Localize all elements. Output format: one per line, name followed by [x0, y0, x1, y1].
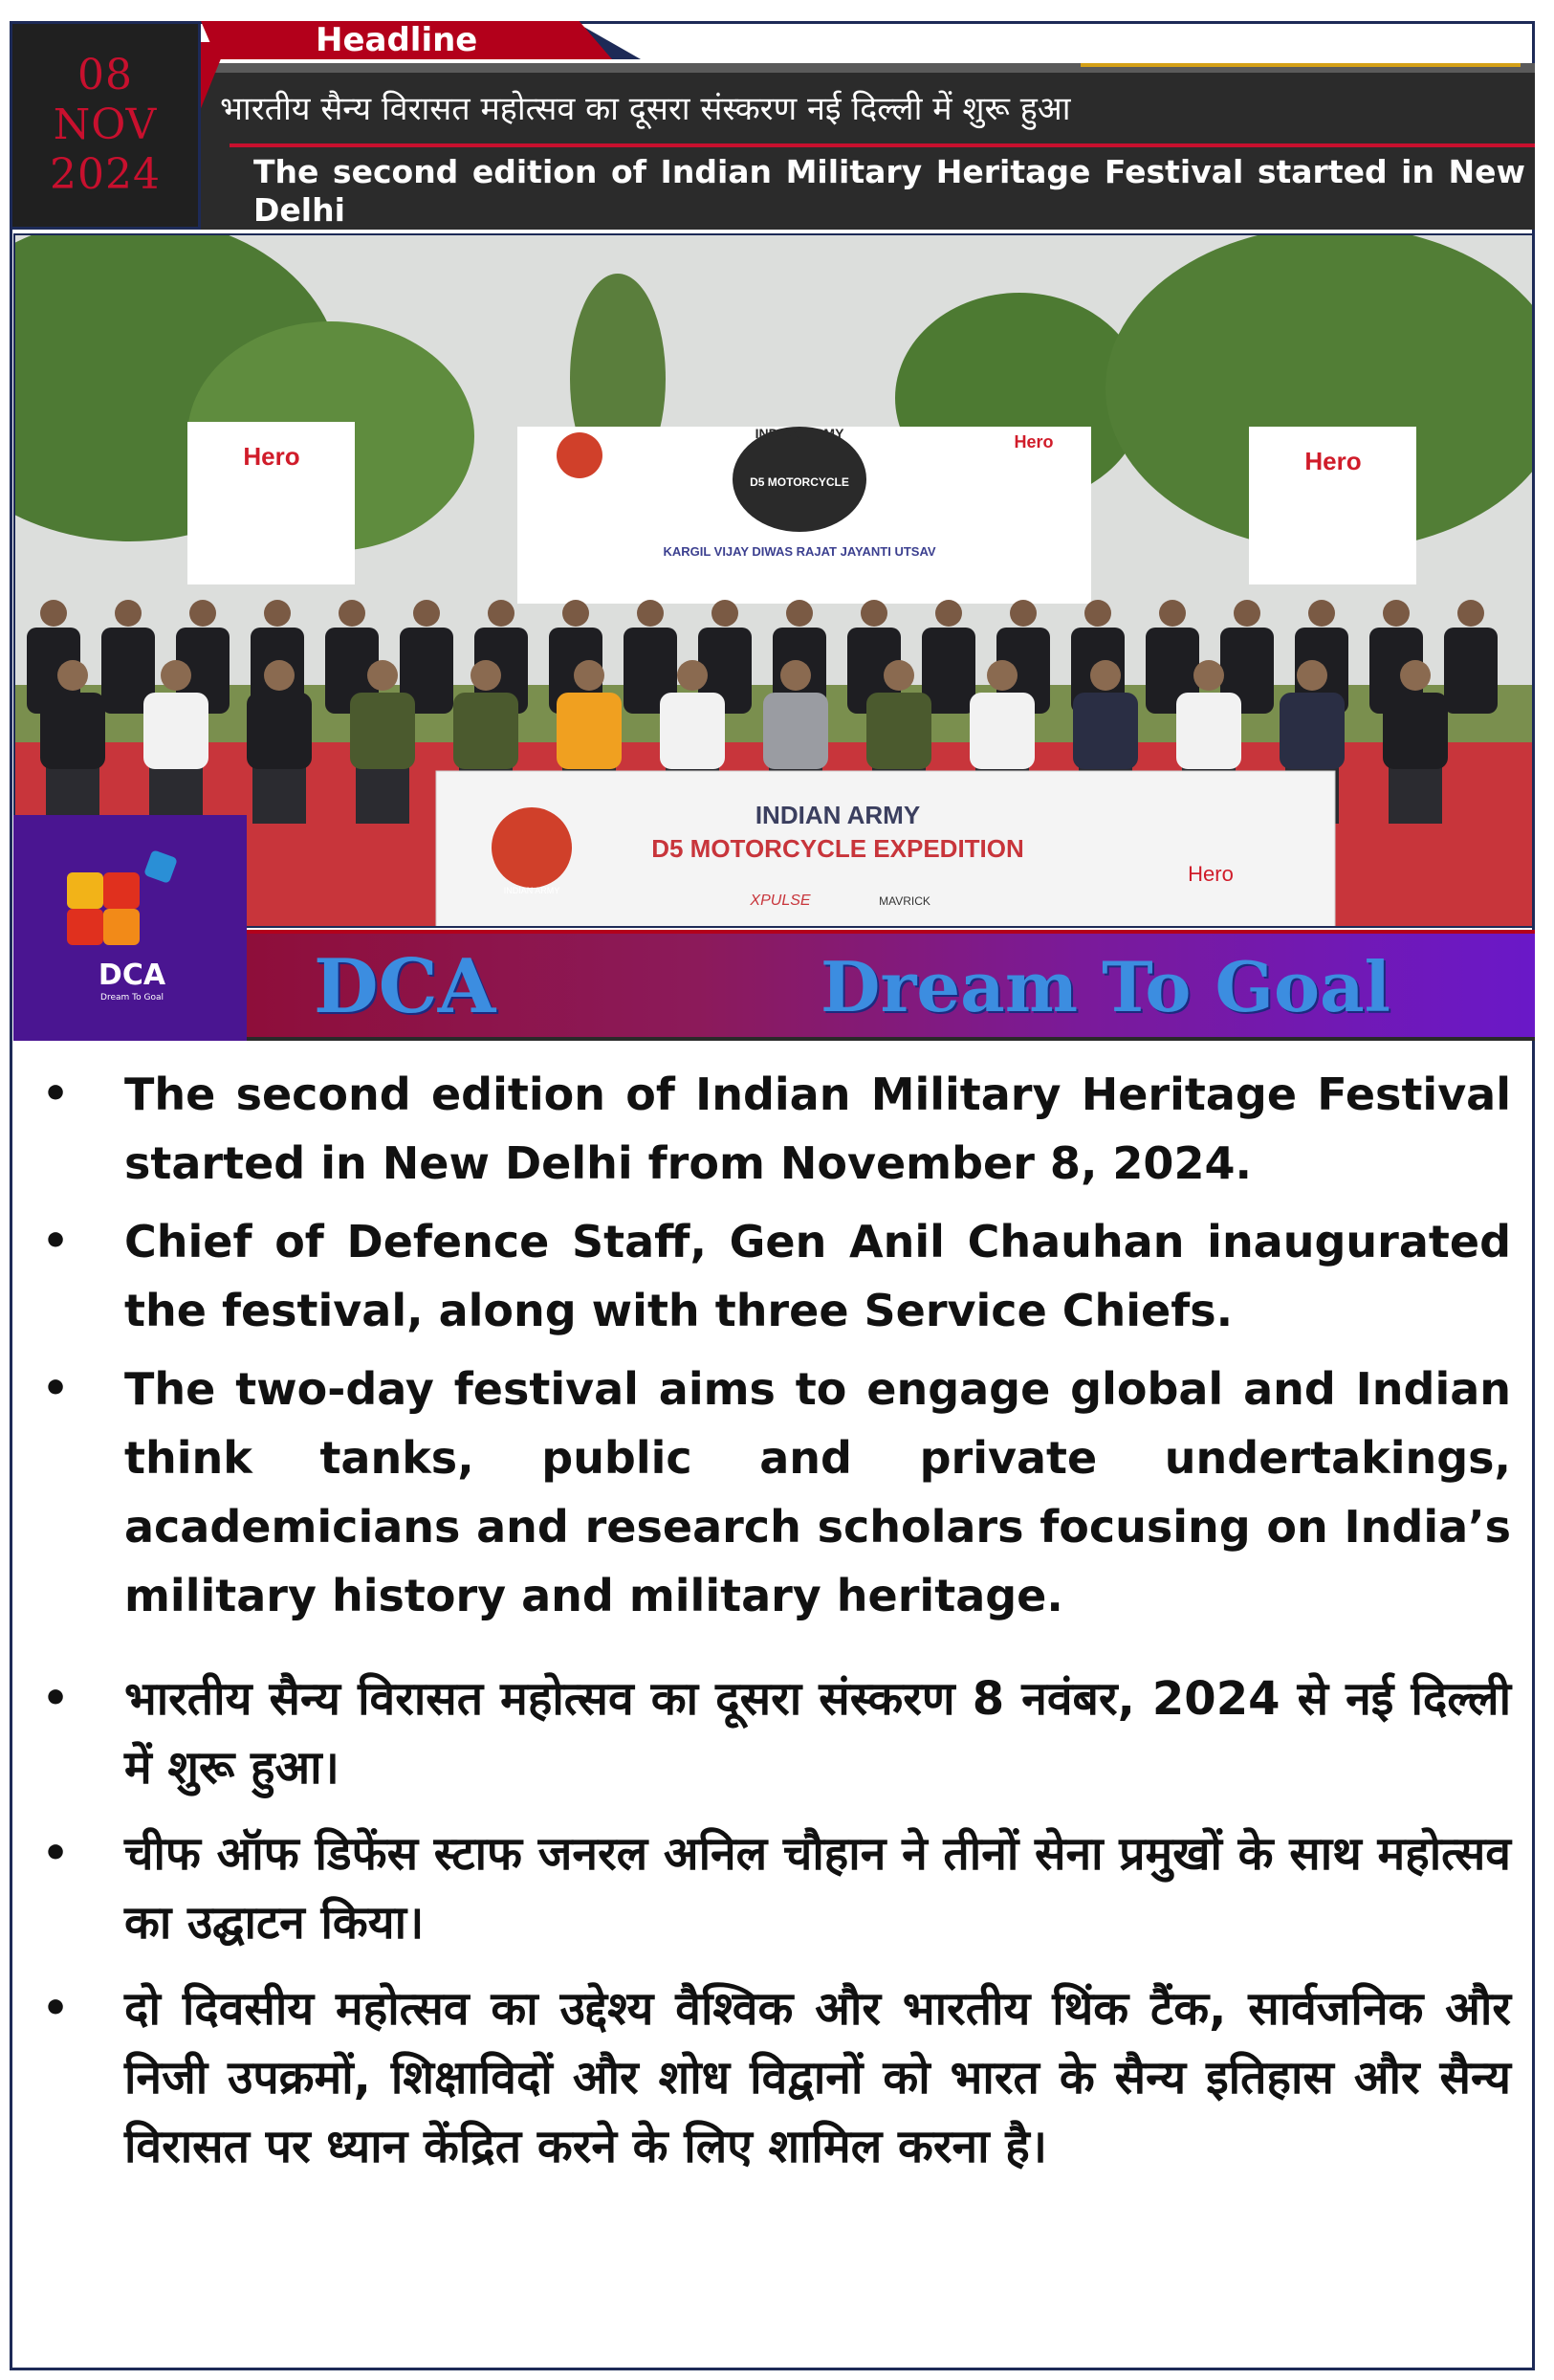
bullet-dot: •	[42, 1984, 70, 2033]
gold-accent-line	[1081, 63, 1521, 67]
hero-banner-right	[1249, 427, 1416, 584]
english-bullet-3	[38, 1355, 1511, 1630]
hindi-bullets	[38, 1664, 1511, 2181]
brand-dca-text: DCA	[314, 943, 496, 1030]
front-banner-emblem-label: INDIAN ARMY	[503, 886, 560, 895]
hero-text-left: Hero	[243, 442, 300, 471]
front-banner-indian-army: INDIAN ARMY	[755, 801, 921, 829]
bullet-dot: •	[42, 1217, 70, 1266]
bullet-points	[38, 1060, 1511, 2198]
hindi-bullet-3	[38, 1974, 1511, 2181]
brand-dream-to-goal: Dream To Goal	[821, 946, 1391, 1027]
hero-text-center: Hero	[1014, 432, 1054, 452]
expedition-front-banner	[436, 771, 1335, 928]
puzzle-logo-icon	[13, 815, 247, 1041]
dca-logo-text: DCA	[98, 959, 166, 992]
hindi-headline: भारतीय सैन्य विरासत महोत्सव का दूसरा संस्करण नई दिल्ली में शुरू हुआ	[220, 90, 1071, 128]
hindi-bullet-2-text: चीफ ऑफ डिफेंस स्टाफ जनरल अनिल चौहान ने तीनों सेना प्रमुखों के साथ महोत्सव का उद्घाटन किया।	[124, 1827, 1511, 1950]
date-month: NOV	[53, 100, 158, 149]
bullet-dot: •	[42, 1674, 70, 1723]
english-bullet-3-text: The two-day festival aims to engage global and Indian think tanks, public and private undertakings, academicians and research scholars focusing on India’s military history and military heritage.	[124, 1363, 1511, 1621]
english-bullet-1-text: The second edition of Indian Military Heritage Festival started in New Delhi from November 8, 2024.	[124, 1069, 1511, 1189]
hero-banner-left	[187, 422, 355, 584]
headline-label: Headline	[316, 21, 478, 59]
date-box	[10, 21, 201, 230]
hero-text-right: Hero	[1304, 447, 1362, 475]
hindi-bullet-1-text: भारतीय सैन्य विरासत महोत्सव का दूसरा संस्करण 8 नवंबर, 2024 से नई दिल्ली में शुरू हुआ।	[124, 1672, 1511, 1795]
hindi-bullet-2	[38, 1819, 1511, 1957]
headline-header	[10, 21, 1535, 230]
bullet-dot: •	[42, 1364, 70, 1413]
front-banner-hero: Hero	[1188, 862, 1234, 886]
hindi-bullet-1	[38, 1664, 1511, 1802]
english-bullet-1	[38, 1060, 1511, 1198]
banner-kargil-text: KARGIL VIJAY DIWAS RAJAT JAYANTI UTSAV	[663, 544, 936, 559]
date-year: 2024	[50, 150, 161, 199]
front-banner-expedition: D5 MOTORCYCLE EXPEDITION	[651, 834, 1024, 863]
english-bullet-2-text: Chief of Defence Staff, Gen Anil Chauhan inaugurated the festival, along with three Service Chiefs.	[124, 1216, 1511, 1336]
banner-indian-army: INDIAN ARMY	[755, 426, 844, 441]
dca-logo-tagline: Dream To Goal	[100, 993, 164, 1003]
front-banner-mavrick: MAVRICK	[879, 894, 930, 908]
bullet-dot: •	[42, 1069, 70, 1118]
hindi-bullet-3-text: दो दिवसीय महोत्सव का उद्देश्य वैश्विक और भारतीय थिंक टैंक, सार्वजनिक और निजी उपक्रमों, शिक्षाविदों और शोध विद्वानों को भारत के सैन्य इतिहास और सैन्य विरासत पर ध्यान केंद्रित करने के लिए शामिल करना है।	[124, 1982, 1511, 2173]
english-bullet-2	[38, 1207, 1511, 1345]
dca-logo-box	[13, 815, 247, 1041]
headline-divider	[230, 143, 1535, 147]
bullet-dot: •	[42, 1829, 70, 1878]
english-headline: The second edition of Indian Military Heritage Festival started in New Delhi	[253, 153, 1525, 229]
date-day: 08	[77, 51, 133, 99]
front-banner-xpulse: XPULSE	[750, 892, 811, 909]
brand-bar	[247, 930, 1535, 1041]
english-bullets	[38, 1060, 1511, 1630]
army-banner-center	[517, 426, 1091, 604]
banner-d5-motorcycle: D5 MOTORCYCLE	[750, 475, 849, 489]
